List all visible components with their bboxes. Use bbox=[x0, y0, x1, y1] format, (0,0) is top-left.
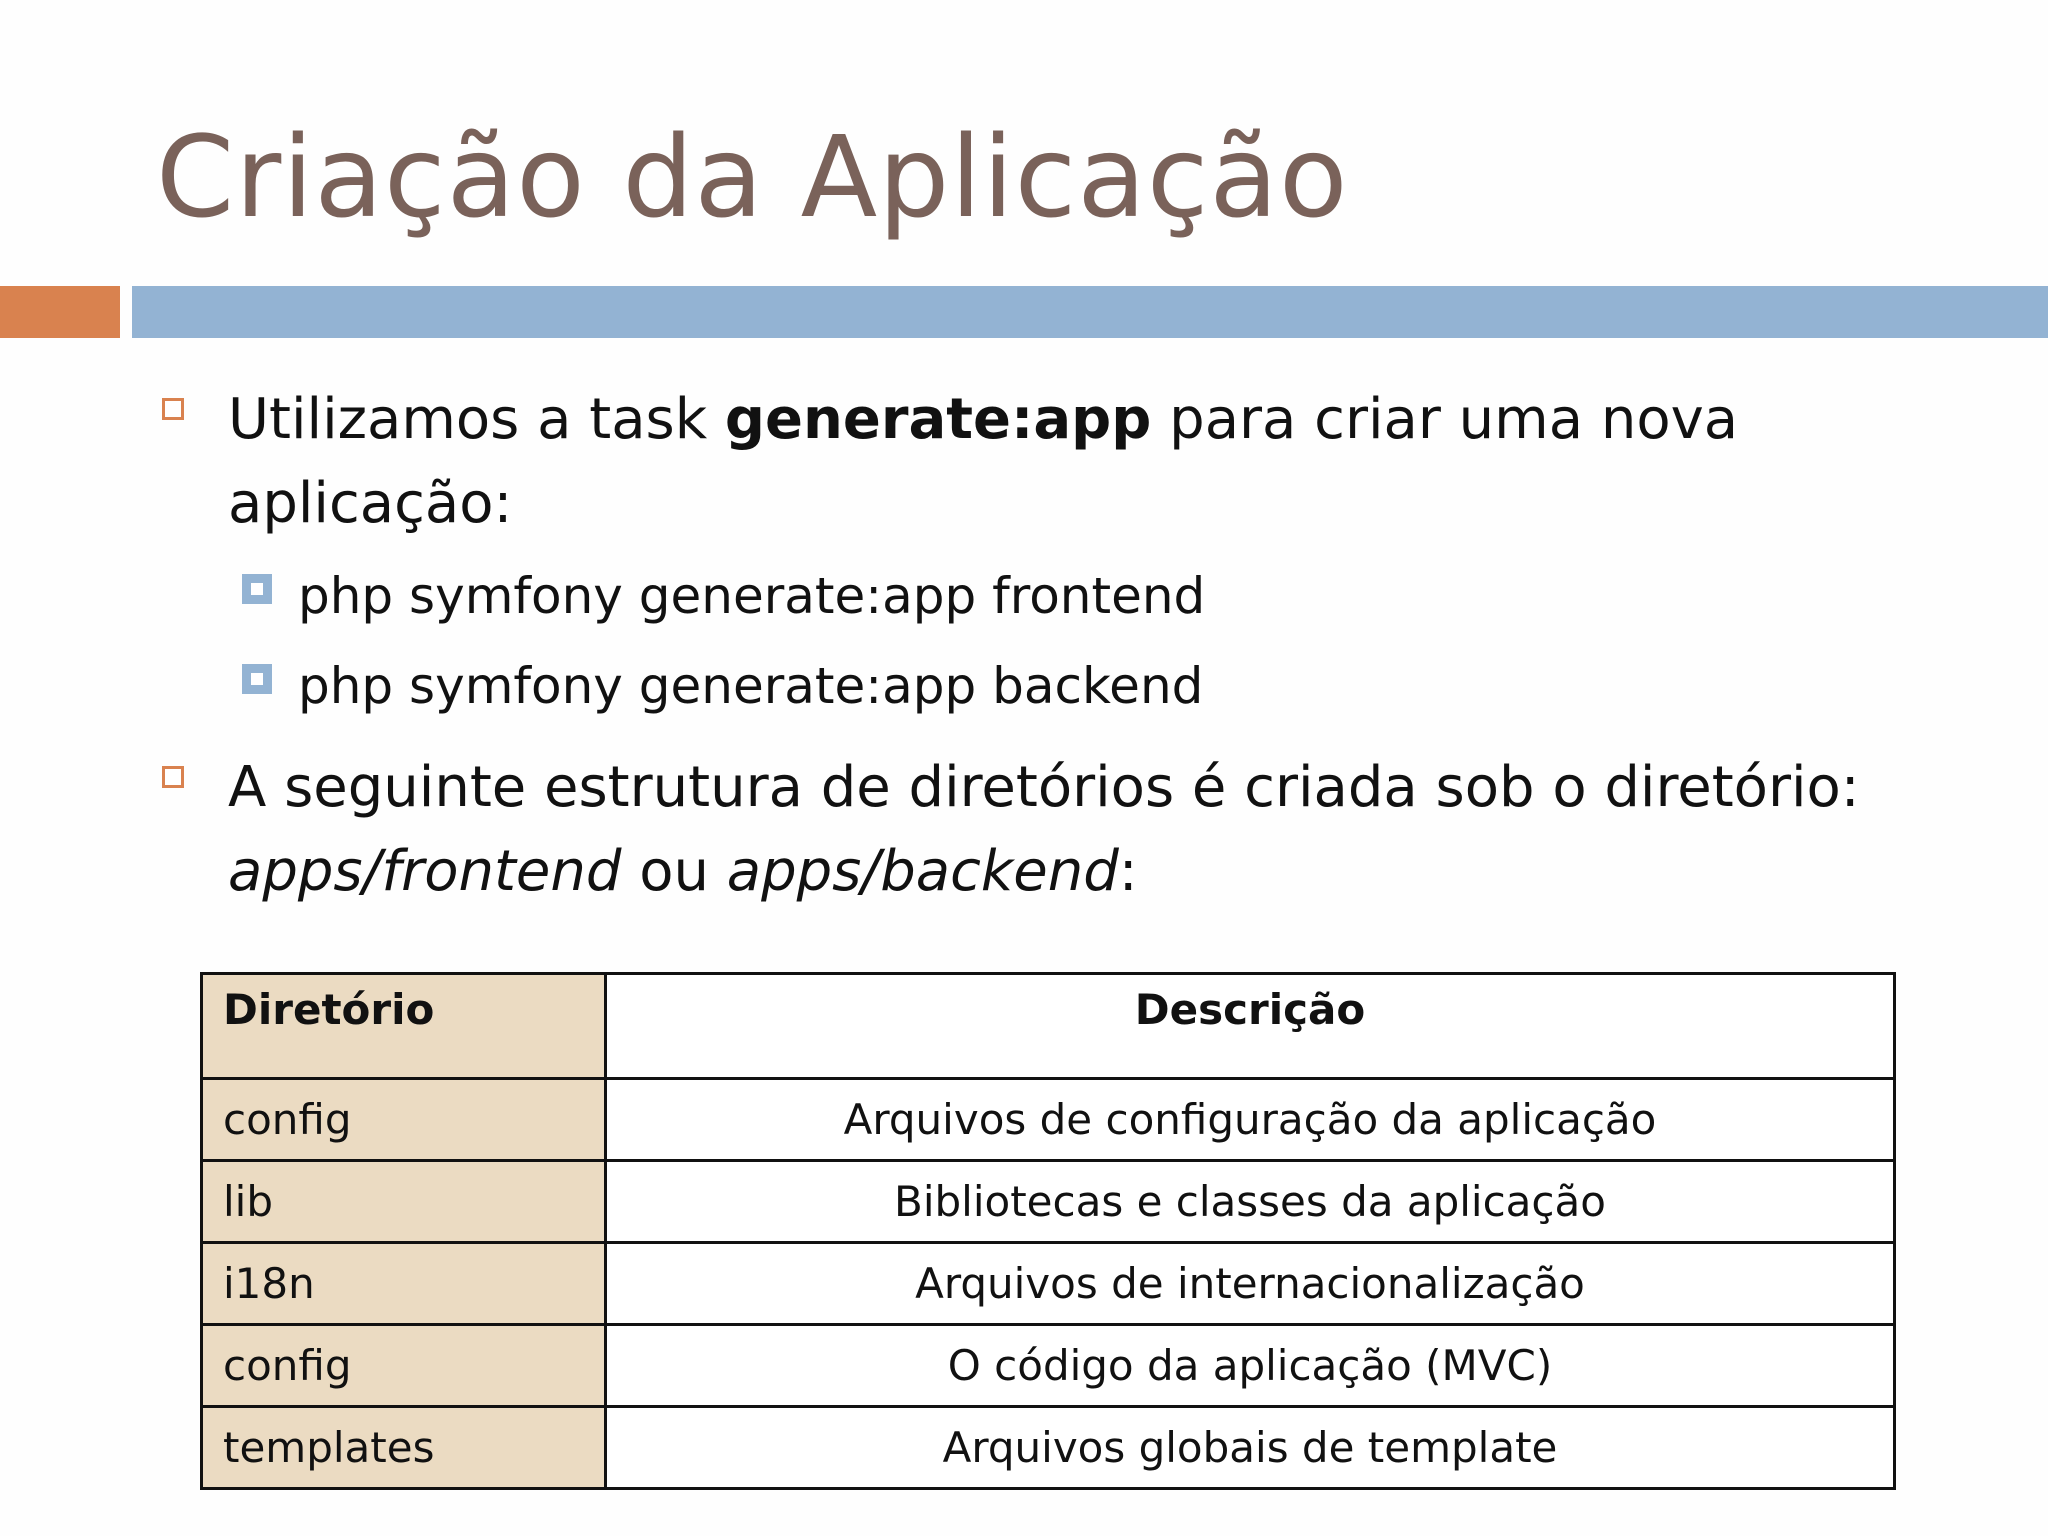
bullet-2-line-2 bbox=[228, 830, 1138, 914]
cell-description: Bibliotecas e classes da aplicação bbox=[606, 1161, 1895, 1243]
cell-directory: config bbox=[202, 1079, 606, 1161]
sub-bullet-square-icon bbox=[242, 664, 272, 694]
accent-bar-orange bbox=[0, 286, 120, 338]
table-row bbox=[202, 1079, 1895, 1161]
table-row bbox=[202, 1325, 1895, 1407]
cell-directory: templates bbox=[202, 1407, 606, 1489]
header-directory: Diretório bbox=[202, 974, 606, 1079]
cell-directory: config bbox=[202, 1325, 606, 1407]
cell-description: O código da aplicação (MVC) bbox=[606, 1325, 1895, 1407]
sub-bullet-square-icon bbox=[242, 574, 272, 604]
slide-title: Criação da Aplicação bbox=[156, 113, 1349, 243]
path-frontend: apps/frontend bbox=[228, 839, 622, 904]
sub-item-frontend: php symfony generate:app frontend bbox=[298, 567, 1206, 625]
cell-directory: lib bbox=[202, 1161, 606, 1243]
cell-description: Arquivos de internacionalização bbox=[606, 1243, 1895, 1325]
sub-item-backend: php symfony generate:app backend bbox=[298, 657, 1204, 715]
table-header-row bbox=[202, 974, 1895, 1079]
table-row bbox=[202, 1243, 1895, 1325]
cell-description: Arquivos de configuração da aplicação bbox=[606, 1079, 1895, 1161]
bullet-1-command: generate:app bbox=[724, 387, 1152, 452]
cell-directory: i18n bbox=[202, 1243, 606, 1325]
colon: : bbox=[1118, 839, 1138, 904]
bullet-1-line-2: aplicação: bbox=[228, 471, 513, 536]
directory-table bbox=[200, 972, 1896, 1490]
table-row bbox=[202, 1407, 1895, 1489]
bullet-2-line-1: A seguinte estrutura de diretórios é criada sob o diretório: bbox=[228, 755, 1860, 820]
path-backend: apps/backend bbox=[726, 839, 1119, 904]
connector-text: ou bbox=[621, 839, 727, 904]
bullet-1-text-pre: Utilizamos a task bbox=[228, 387, 725, 452]
table-row bbox=[202, 1161, 1895, 1243]
bullet-square-icon bbox=[162, 766, 184, 788]
header-description: Descrição bbox=[606, 974, 1895, 1079]
bullet-square-icon bbox=[162, 398, 184, 420]
bullet-1-line-1 bbox=[228, 378, 1738, 462]
cell-description: Arquivos globais de template bbox=[606, 1407, 1895, 1489]
bullet-1-text-post: para criar uma nova bbox=[1151, 387, 1739, 452]
accent-bar-blue bbox=[132, 286, 2048, 338]
